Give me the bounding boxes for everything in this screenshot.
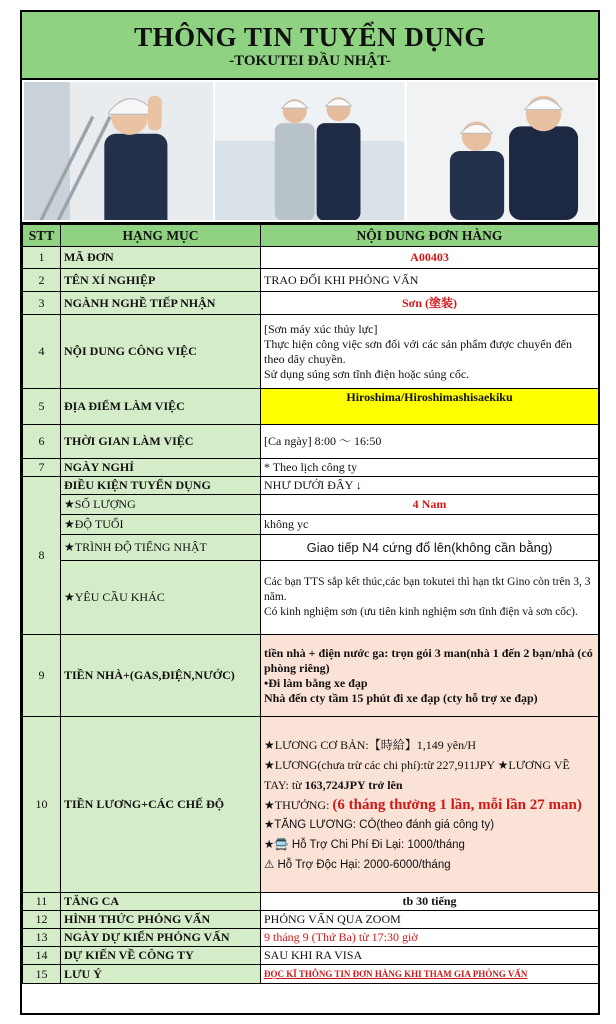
- row-stt: 8: [23, 477, 61, 635]
- table-row: [23, 965, 599, 984]
- raise: ★TĂNG LƯƠNG: CÓ(theo đánh giá công ty): [264, 818, 495, 831]
- table-row: [23, 893, 599, 911]
- row-category: TIỀN NHÀ+(GAS,ĐIỆN,NƯỚC): [61, 635, 261, 717]
- hazard-allowance: ⚠ Hỗ Trợ Độc Hại: 2000-6000/tháng: [264, 858, 451, 871]
- worker-photo-3: [407, 82, 596, 220]
- table-row: [23, 425, 599, 459]
- col-category-header: HẠNG MỤC: [61, 225, 261, 247]
- row-stt: 6: [23, 425, 61, 459]
- table-row: [23, 269, 599, 292]
- table-row: [23, 911, 599, 929]
- other-requirements-label: ★YÊU CẦU KHÁC: [61, 561, 261, 635]
- header-banner: [22, 12, 598, 80]
- table-row: [23, 247, 599, 269]
- row-category: LƯU Ý: [61, 965, 261, 984]
- age-value: không yc: [261, 515, 599, 535]
- row-category: HÌNH THỨC PHỎNG VẤN: [61, 911, 261, 929]
- housing-info: tiền nhà + điện nước ga: trọn gói 3 man(nhà 1 đến 2 bạn/nhà (có phòng riêng) •Đi làm bằng xe đạp Nhà đến cty tầm 15 phút đi xe đạp (cty hỗ trợ xe đạp): [261, 635, 599, 717]
- travel-allowance: ★🚍 Hỗ Trợ Chi Phí Đi Lại: 1000/tháng: [264, 838, 465, 851]
- job-description: [Sơn máy xúc thủy lực] Thực hiện công việc sơn đối với các sản phẩm được chuyển đến theo dây chuyền. Sử dụng súng sơn tĩnh điện hoặc súng cốc.: [261, 315, 599, 389]
- row-category: NỘI DUNG CÔNG VIỆC: [61, 315, 261, 389]
- table-row: [23, 929, 599, 947]
- row-category: TÊN XÍ NGHIỆP: [61, 269, 261, 292]
- gross-salary: ★LƯƠNG(chưa trừ các chi phí):từ 227,911JPY ★LƯƠNG VỀ TAY: từ 163,724JPY trở lên: [264, 757, 570, 792]
- bonus: ★THƯỞNG: (6 tháng thưởng 1 lần, mỗi lần 27 man): [264, 796, 582, 813]
- row-stt: 5: [23, 389, 61, 425]
- row-stt: 15: [23, 965, 61, 984]
- row-category: NGÀY DỰ KIẾN PHỎNG VẤN: [61, 929, 261, 947]
- table-row: [23, 535, 599, 561]
- row-category: TIỀN LƯƠNG+CÁC CHẾ ĐỘ: [61, 717, 261, 893]
- row-category: THỜI GIAN LÀM VIỆC: [61, 425, 261, 459]
- table-row: [23, 717, 599, 893]
- other-requirements-value: Các bạn TTS sắp kết thúc,các bạn tokutei thì hạn tkt Gino còn trên 3, 3 năm. Có kinh nghiệm sơn (ưu tiên kinh nghiệm sơn tĩnh điện và sơn cốc).: [261, 561, 599, 635]
- row-stt: 7: [23, 459, 61, 477]
- age-label: ★ĐỘ TUỔI: [61, 515, 261, 535]
- work-hours: [Ca ngày] 8:00 ～ 16:50: [261, 425, 599, 459]
- note: ĐỌC KĨ THÔNG TIN ĐƠN HÀNG KHI THAM GIA PHỎNG VẤN: [261, 965, 599, 984]
- table-row: [23, 561, 599, 635]
- row-stt: 14: [23, 947, 61, 965]
- row-category: NGÀY NGHỈ: [61, 459, 261, 477]
- table-row: [23, 635, 599, 717]
- table-row: [23, 515, 599, 535]
- order-code: A00403: [261, 247, 599, 269]
- worker-photo-1: [24, 82, 213, 220]
- table-row: [23, 459, 599, 477]
- table-header-row: [23, 225, 599, 247]
- job-table: [22, 224, 599, 984]
- row-stt: 12: [23, 911, 61, 929]
- row-category: TĂNG CA: [61, 893, 261, 911]
- col-stt-header: STT: [23, 225, 61, 247]
- worker-photo-2: [215, 82, 404, 220]
- work-location: Hiroshima/Hiroshimashisaekiku: [261, 389, 599, 425]
- row-category: MÃ ĐƠN: [61, 247, 261, 269]
- row-stt: 11: [23, 893, 61, 911]
- row-stt: 3: [23, 292, 61, 315]
- net-salary: 163,724JPY trở lên: [304, 777, 403, 792]
- quantity-label: ★SỐ LƯỢNG: [61, 495, 261, 515]
- col-content-header: NỘI DUNG ĐƠN HÀNG: [261, 225, 599, 247]
- japanese-level-label: ★TRÌNH ĐỘ TIẾNG NHẬT: [61, 535, 261, 561]
- row-stt: 13: [23, 929, 61, 947]
- page-subtitle: -TOKUTEI ĐẦU NHẬT-: [229, 53, 391, 69]
- table-row: [23, 495, 599, 515]
- row-stt: 1: [23, 247, 61, 269]
- overtime: tb 30 tiếng: [261, 893, 599, 911]
- quantity-value: 4 Nam: [261, 495, 599, 515]
- salary-info: [261, 717, 599, 893]
- interview-date: 9 tháng 9 (Thứ Ba) từ 17:30 giờ: [261, 929, 599, 947]
- table-row: [23, 292, 599, 315]
- days-off: * Theo lịch công ty: [261, 459, 599, 477]
- page-title: THÔNG TIN TUYỂN DỤNG: [134, 22, 486, 52]
- conditions-value: NHƯ DƯỚI ĐÂY ↓: [261, 477, 599, 495]
- japanese-level-value: Giao tiếp N4 cứng đổ lên(không cần bằng): [261, 535, 599, 561]
- row-category: DỰ KIẾN VỀ CÔNG TY: [61, 947, 261, 965]
- row-stt: 4: [23, 315, 61, 389]
- table-row: [23, 477, 599, 495]
- row-stt: 10: [23, 717, 61, 893]
- company-name: TRAO ĐỔI KHI PHỎNG VẤN: [261, 269, 599, 292]
- photo-strip: [22, 80, 598, 224]
- row-category: NGÀNH NGHỀ TIẾP NHẬN: [61, 292, 261, 315]
- industry: Sơn (塗装): [261, 292, 599, 315]
- row-stt: 9: [23, 635, 61, 717]
- start-date: SAU KHI RA VISA: [261, 947, 599, 965]
- table-row: [23, 389, 599, 425]
- base-salary: ★LƯƠNG CƠ BẢN:【時給】1,149 yên/H: [264, 737, 477, 752]
- row-stt: 2: [23, 269, 61, 292]
- table-row: [23, 947, 599, 965]
- table-row: [23, 315, 599, 389]
- row-category: ĐỊA ĐIỂM LÀM VIỆC: [61, 389, 261, 425]
- interview-format: PHỎNG VẤN QUA ZOOM: [261, 911, 599, 929]
- job-sheet: [20, 10, 600, 1015]
- conditions-label: ĐIỀU KIỆN TUYỂN DỤNG: [61, 477, 261, 495]
